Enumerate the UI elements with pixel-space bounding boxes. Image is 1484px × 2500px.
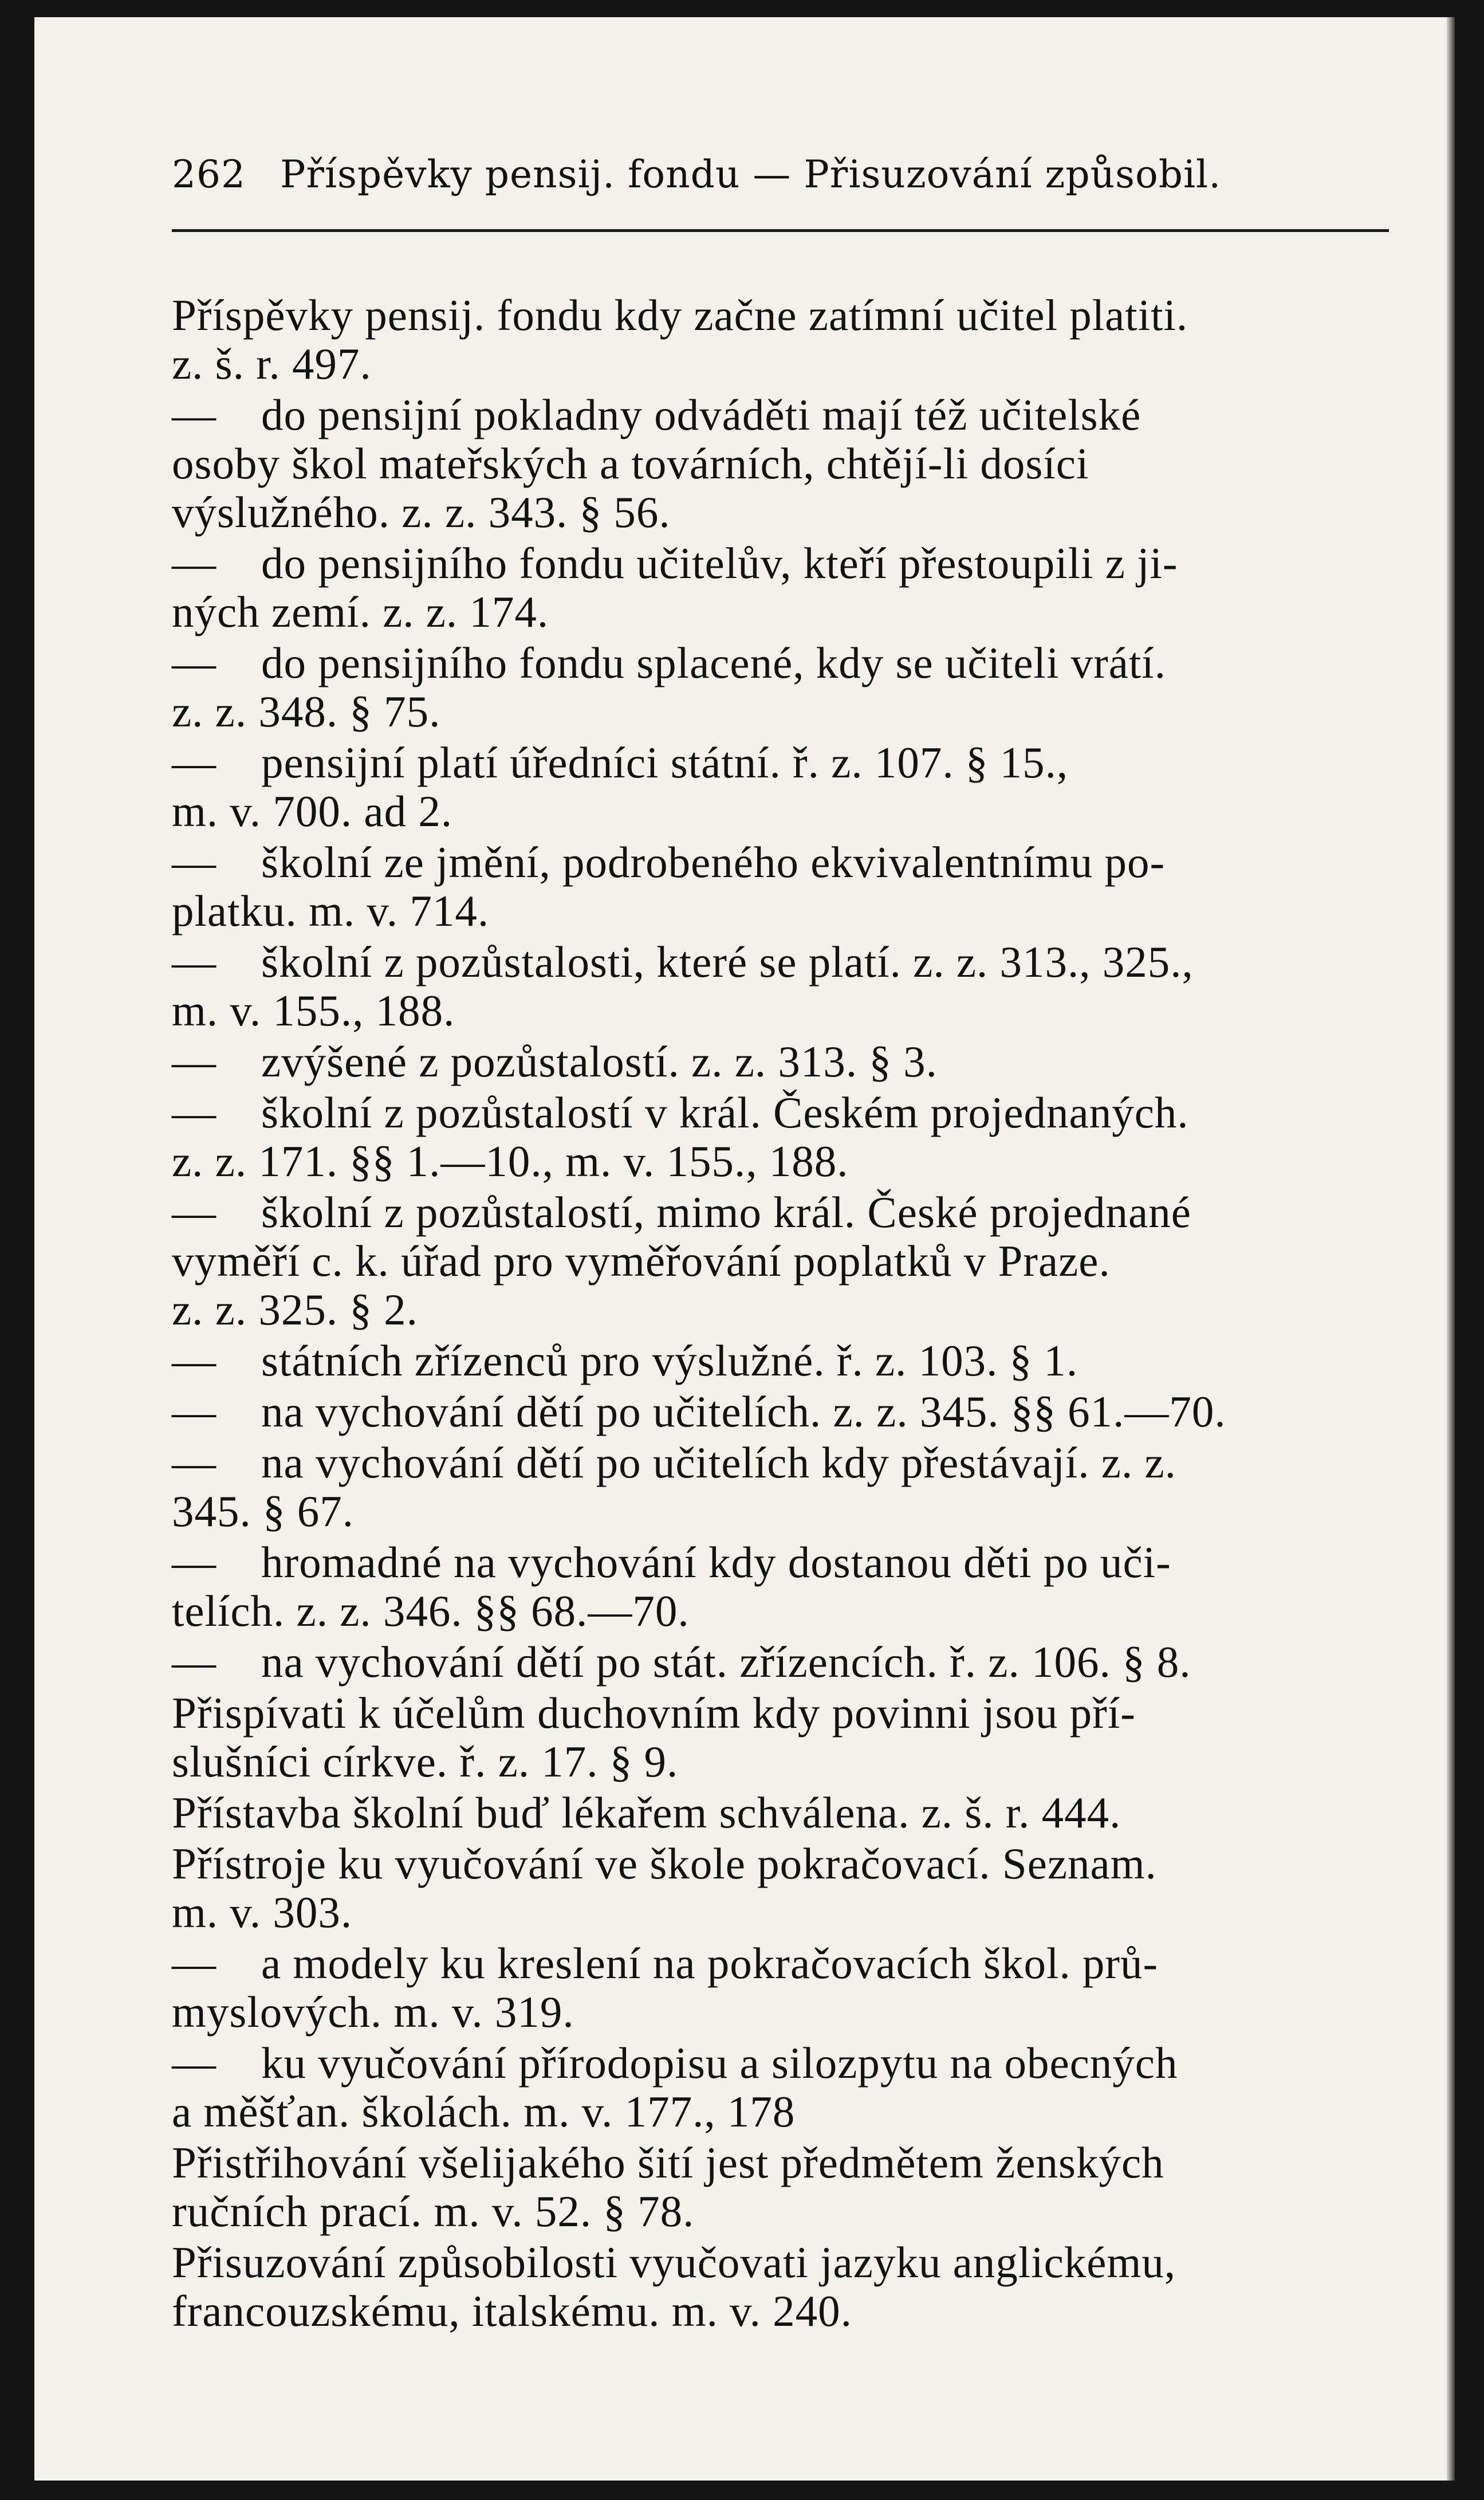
entry-dash: — (172, 1037, 217, 1086)
index-subentry (172, 539, 1389, 636)
entry-line (172, 1637, 1389, 1687)
running-title: Příspěvky pensij. fondu — Přisuzování způsobil. (280, 152, 1222, 196)
index-subentry (172, 1538, 1389, 1636)
entry-line (172, 838, 1389, 887)
entry-line: vyměří c. k. úřad pro vyměřování poplatků v Praze. (172, 1236, 1111, 1286)
entry-line: z. z. 171. §§ 1.—10., m. v. 155., 188. (172, 1137, 849, 1186)
entry-text: do pensijní pokladny odváděti mají též učitelské (261, 390, 1141, 439)
entry-line: Přistřihování všelijakého šití jest předmětem ženských (172, 2138, 1164, 2187)
entry-line: myslových. m. v. 319. (172, 1987, 574, 2037)
entry-text: školní z pozůstalostí, mimo král. České projednané (261, 1188, 1191, 1237)
entry-line (172, 1538, 1389, 1587)
entry-line: z. z. 325. § 2. (172, 1285, 418, 1334)
entry-line (172, 1037, 1389, 1086)
entry-line: m. v. 155., 188. (172, 986, 455, 1035)
entry-text: školní z pozůstalosti, které se platí. z. z. 313., 325., (261, 937, 1194, 986)
index-subentry (172, 391, 1389, 537)
index-entry (172, 1839, 1389, 1937)
entry-text: na vychování dětí po učitelích kdy přestávají. z. z. (261, 1438, 1176, 1487)
index-subentry (172, 1387, 1389, 1436)
entry-dash: — (172, 838, 217, 887)
entry-dash: — (172, 538, 217, 588)
entry-line (172, 937, 1389, 986)
index-entry (172, 2238, 1389, 2336)
entry-line: Přístroje ku vyučování ve škole pokračovací. Seznam. (172, 1839, 1157, 1888)
entry-text: a modely ku kreslení na pokračovacích škol. prů- (261, 1939, 1159, 1988)
index-subentry (172, 1337, 1389, 1385)
page-number: 262 (172, 152, 246, 196)
entry-line: Přispívati k účelům duchovním kdy povinni jsou pří- (172, 1688, 1136, 1738)
entry-text: školní z pozůstalostí v král. Českém projednaných. (261, 1088, 1189, 1137)
entry-dash: — (172, 1538, 217, 1587)
index-entry (172, 1788, 1389, 1837)
entry-text: do pensijního fondu učitelův, kteří přestoupili z ji- (261, 538, 1178, 588)
index-subentry (172, 1638, 1389, 1687)
entry-line: telích. z. z. 346. §§ 68.—70. (172, 1586, 690, 1636)
entry-line: ručních prací. m. v. 52. § 78. (172, 2187, 695, 2236)
index-subentry (172, 1037, 1389, 1086)
entry-line: z. z. 348. § 75. (172, 687, 441, 736)
index-subentry (172, 1438, 1389, 1536)
entry-text: pensijní platí úředníci státní. ř. z. 107. § 15., (261, 738, 1069, 787)
entry-line (172, 1387, 1389, 1436)
index-subentry (172, 738, 1389, 836)
header-rule (172, 229, 1389, 232)
index-subentry (172, 1188, 1389, 1334)
entry-text: zvýšené z pozůstalostí. z. z. 313. § 3. (261, 1037, 938, 1086)
index-entry (172, 2139, 1389, 2236)
index-subentry (172, 2039, 1389, 2136)
entry-dash: — (172, 638, 217, 687)
entry-line (172, 1336, 1389, 1385)
index-subentry (172, 639, 1389, 736)
entry-dash: — (172, 2038, 217, 2088)
index-entry (172, 291, 1389, 388)
entry-dash: — (172, 1939, 217, 1988)
entry-line (172, 2038, 1389, 2088)
entry-text: ku vyučování přírodopisu a silozpytu na obecných (261, 2038, 1178, 2088)
entry-dash: — (172, 1088, 217, 1137)
entry-line (172, 1438, 1389, 1487)
entry-dash: — (172, 1188, 217, 1237)
entry-line: platku. m. v. 714. (172, 886, 490, 935)
entry-text: státních zřízenců pro výslužné. ř. z. 103. § 1. (261, 1336, 1078, 1385)
entry-line (172, 538, 1389, 588)
entry-line (172, 638, 1389, 687)
entry-line: francouzskému, italskému. m. v. 240. (172, 2286, 852, 2336)
entry-line: m. v. 303. (172, 1888, 353, 1937)
entry-dash: — (172, 1438, 217, 1487)
entry-line: z. š. r. 497. (172, 339, 372, 388)
entry-line (172, 1939, 1389, 1988)
index-entry (172, 1689, 1389, 1786)
entry-dash: — (172, 1387, 217, 1436)
entry-text: na vychování dětí po stát. zřízencích. ř. z. 106. § 8. (261, 1637, 1191, 1687)
entry-line: Přisuzování způsobilosti vyučovati jazyku anglickému, (172, 2238, 1176, 2287)
entry-dash: — (172, 390, 217, 439)
entry-text: na vychování dětí po učitelích. z. z. 345. §§ 61.—70. (261, 1387, 1226, 1436)
entry-line: 345. § 67. (172, 1487, 354, 1536)
entry-line: Přístavba školní buď lékařem schválena. z. š. r. 444. (172, 1788, 1121, 1837)
entry-dash: — (172, 738, 217, 787)
entry-line: ných zemí. z. z. 174. (172, 587, 549, 636)
entry-text: školní ze jmění, podrobeného ekvivalentnímu po- (261, 838, 1166, 887)
entry-line: slušníci církve. ř. z. 17. § 9. (172, 1737, 679, 1786)
entry-line: osoby škol mateřských a továrních, chtějí-li dosíci (172, 439, 1089, 488)
scan-border (1447, 17, 1455, 2481)
entry-text: do pensijního fondu splacené, kdy se učiteli vrátí. (261, 638, 1166, 687)
entry-dash: — (172, 1336, 217, 1385)
entry-line: výslužného. z. z. 343. § 56. (172, 488, 671, 537)
entry-line (172, 390, 1389, 439)
entry-dash: — (172, 937, 217, 986)
entry-text: hromadné na vychování kdy dostanou děti po uči- (261, 1538, 1171, 1587)
index-subentry (172, 1939, 1389, 2037)
entry-line: Příspěvky pensij. fondu kdy začne zatímní učitel platiti. (172, 290, 1188, 340)
index-subentry (172, 1088, 1389, 1186)
index-entries (172, 291, 1389, 2338)
entry-dash: — (172, 1637, 217, 1687)
index-subentry (172, 838, 1389, 935)
index-subentry (172, 938, 1389, 1035)
entry-line: m. v. 700. ad 2. (172, 787, 453, 836)
running-header (172, 152, 1389, 196)
entry-line (172, 1088, 1389, 1137)
entry-line (172, 738, 1389, 787)
scanned-page (34, 17, 1455, 2481)
entry-line: a měšťan. školách. m. v. 177., 178 (172, 2087, 796, 2136)
entry-line (172, 1188, 1389, 1237)
